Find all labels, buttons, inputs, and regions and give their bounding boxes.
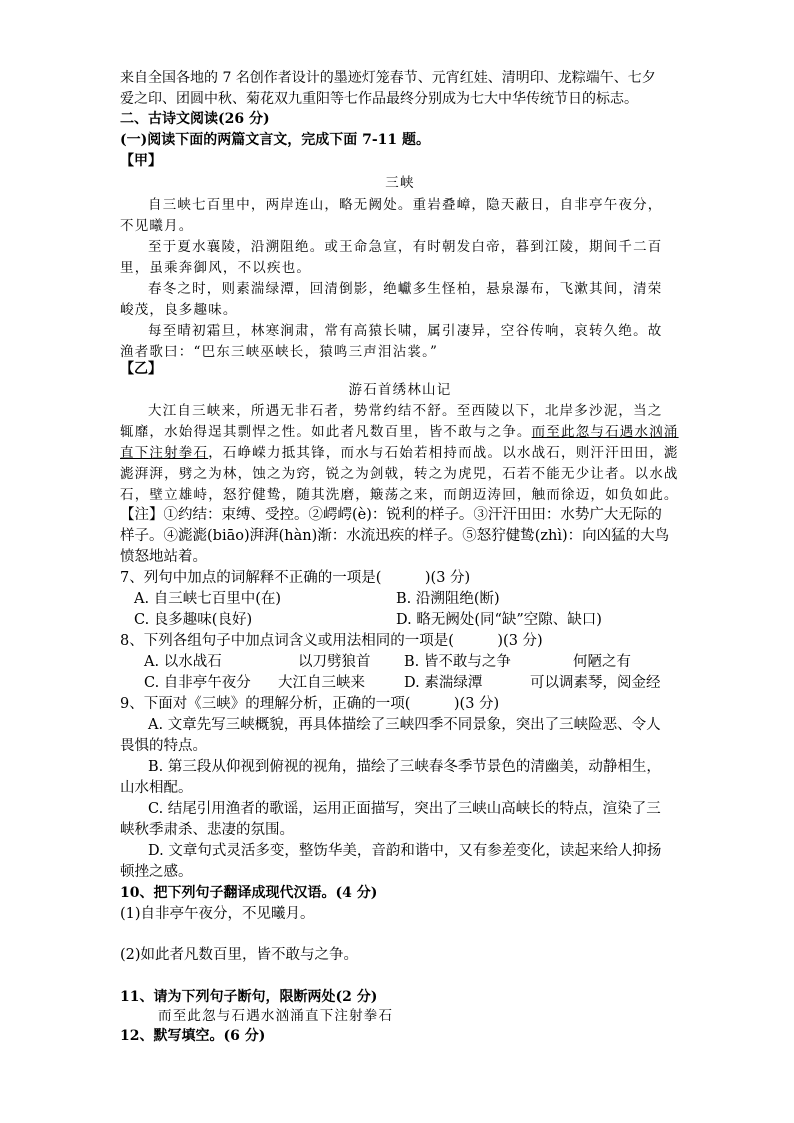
passage-a-marker: 【甲】 xyxy=(120,153,162,169)
passage-a-line: 里，虽乘奔御风，不以疾也。 xyxy=(120,260,312,276)
question-9-stem: 9、下面对《三峡》的理解分析，正确的一项( )(3 分) xyxy=(120,696,500,712)
q9-option-c: C. 结尾引用渔者的歌谣，运用正面描写，突出了三峡山高峡长的特点，渲染了三 xyxy=(148,801,661,817)
passage-b-line-4: 滮湃湃，劈之为林，蚀之为窍，锐之为剑戟，转之为虎兕，石若不能无少让者。以水战 xyxy=(120,466,679,482)
passage-a-line: 不见曦月。 xyxy=(120,218,194,234)
q7-option-a: A. 自三峡七百里中(在) xyxy=(134,591,282,607)
note-line-2: 样子。④滮滮(biāo)湃湃(hàn)渐：水流迅疾的样子。⑤怒狞健鸷(zhì)：向凶猛的大鸟 xyxy=(120,528,670,544)
q9-option-b: B. 第三段从仰视到俯视的视角，描绘了三峡春冬季节景色的清幽美，动静相生， xyxy=(148,759,661,775)
question-10-stem: 10、把下列句子翻译成现代汉语。(4 分) xyxy=(120,885,378,901)
q8-option-d: D. 素湍绿潭 xyxy=(404,675,483,691)
q9-option-c-cont: 峡秋季肃杀、悲凄的氛围。 xyxy=(120,822,294,838)
passage-a-line: 每至晴初霜旦，林寒涧肃，常有高猿长啸，属引凄异，空谷传响，哀转久绝。故 xyxy=(148,323,663,339)
passage-a-line: 春冬之时，则素湍绿潭，回清倒影，绝巘多生怪柏，悬泉瀑布，飞漱其间，清荣 xyxy=(148,281,663,297)
q7-option-c: C. 良多趣味(良好) xyxy=(134,612,253,628)
q7-option-b: B. 沿溯阻绝(断) xyxy=(396,591,500,607)
underlined-sentence: 而至此忽与石遇水汹涌 xyxy=(531,424,679,440)
q8-option-c: C. 自非亭午夜分 xyxy=(144,675,251,691)
q8-option-d-pair: 可以调素琴，阅金经 xyxy=(530,675,661,691)
q10-sentence-2: (2)如此者凡数百里，皆不敢与之争。 xyxy=(120,947,359,963)
question-12-stem: 12、默写填空。(6 分) xyxy=(120,1028,266,1044)
passage-a-line: 至于夏水襄陵，沿溯阻绝。或王命急宣，有时朝发白帝，暮到江陵，期间千二百 xyxy=(148,239,663,255)
q9-option-a-cont: 畏惧的特点。 xyxy=(120,738,207,754)
section-heading: 二、古诗文阅读(26 分) xyxy=(120,111,270,127)
q11-sentence: 而至此忽与石遇水汹涌直下注射拳石 xyxy=(158,1008,394,1024)
passage-b-line-5: 石，壁立雄峙，怒狞健鸷，随其洗磨，簸荡之来，而朗迈涛回，触而徐迈，如负如此。 xyxy=(120,487,679,503)
q10-sentence-1: (1)自非亭午夜分，不见曦月。 xyxy=(120,906,315,922)
q7-option-d: D. 略无阙处(同“缺”空隙、缺口) xyxy=(396,612,602,628)
passage-b-line-1: 大江自三峡来，所遇无非石者，势常约结不舒。至西陵以下，北岸多沙泥，当之 xyxy=(148,403,663,419)
q8-option-b: B. 皆不敢与之争 xyxy=(404,654,511,670)
question-7-stem: 7、列句中加点的词解释不正确的一项是( )(3 分) xyxy=(120,570,471,586)
note-line-1: 【注】①约结：束缚、受控。②崿崿(è)：锐利的样子。③汗汗田田：水势广大无际的 xyxy=(120,507,662,523)
intro-line-2: 爱之印、团圆中秋、菊花双九重阳等七作品最终分别成为七大中华传统节日的标志。 xyxy=(120,91,638,107)
underlined-sentence: 直下注射拳石 xyxy=(120,445,209,461)
passage-a-line: 自三峡七百里中，两岸连山，略无阙处。重岩叠嶂，隐天蔽日，自非亭午夜分， xyxy=(148,197,663,213)
q9-option-d-cont: 顿挫之感。 xyxy=(120,864,193,880)
q8-option-b-pair: 何陋之有 xyxy=(573,654,631,670)
passage-b-marker: 【乙】 xyxy=(120,361,162,377)
passage-b-line-3 xyxy=(120,443,679,463)
passage-b-text: 辄靡，水始得逞其剽悍之性。如此者凡数百里，皆不敢与之争。 xyxy=(120,424,532,440)
passage-a-title: 三峡 xyxy=(385,175,415,191)
note-line-3: 愤怒地站着。 xyxy=(120,549,207,565)
passage-b-text: ，石峥嵘力抵其锋，而水与石始若相持而战。以水战石，则汗汗田田，滮 xyxy=(208,445,679,461)
passage-b-title: 游石首绣林山记 xyxy=(348,382,452,398)
passage-b-line-2 xyxy=(120,422,679,442)
sub-heading: (一)阅读下面的两篇文言文，完成下面 7-11 题。 xyxy=(120,132,431,148)
q8-option-c-pair: 大江自三峡来 xyxy=(278,675,365,691)
question-11-stem: 11、请为下列句子断句，限断两处(2 分) xyxy=(120,989,378,1005)
q9-option-d: D. 文章句式灵活多变，整饬华美，音韵和谐中，又有参差变化，读起来给人抑扬 xyxy=(148,843,662,859)
q8-option-a: A. 以水战石 xyxy=(144,654,222,670)
passage-a-line: 峻茂，良多趣味。 xyxy=(120,302,238,318)
q9-option-a: A. 文章先写三峡概貌，再具体描绘了三峡四季不同景象，突出了三峡险恶、令人 xyxy=(148,717,661,733)
q8-option-a-pair: 以刀劈狼首 xyxy=(298,654,371,670)
passage-a-line: 渔者歌曰：“巴东三峡巫峡长，猿鸣三声泪沾裳。” xyxy=(120,344,439,360)
question-8-stem: 8、下列各组句子中加点词含义或用法相同的一项是( )(3 分) xyxy=(120,633,543,649)
q9-option-b-cont: 山水相配。 xyxy=(120,780,193,796)
intro-line-1: 来自全国各地的 7 名创作者设计的墨迹灯笼春节、元宵红娃、清明印、龙粽端午、七夕 xyxy=(120,70,656,86)
